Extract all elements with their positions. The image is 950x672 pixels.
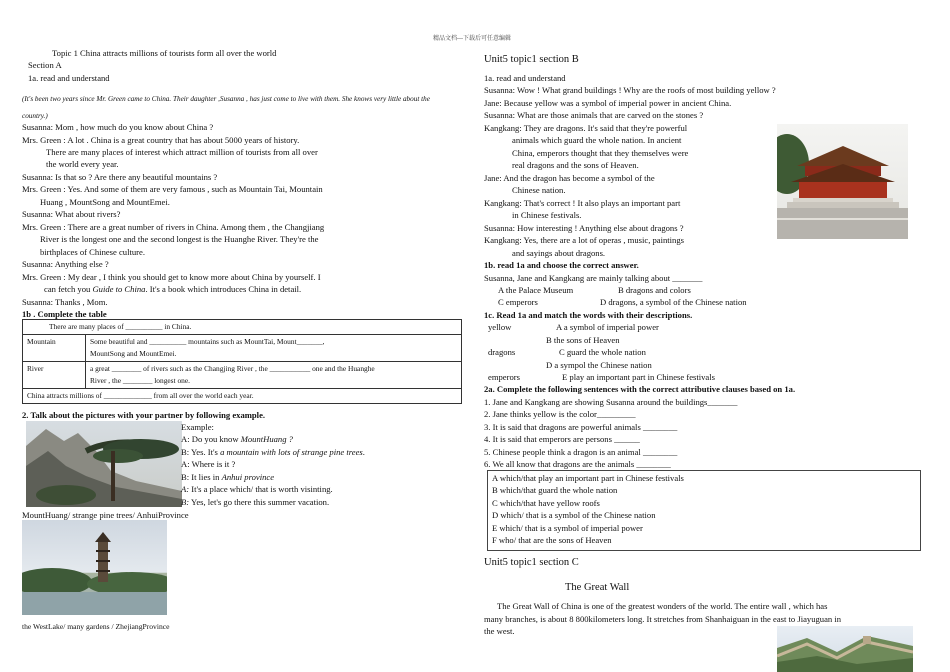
sentence: 6. We all know that dragons are the animals ________ (484, 459, 671, 469)
clause-option: A which/that play an important part in Chinese festivals (492, 473, 684, 483)
dialogue-line: Susanna: Wow ! What grand buildings ! Why are the roofs of most building yellow ? (484, 85, 776, 95)
palace-illustration (777, 124, 908, 239)
example-line (181, 446, 365, 458)
dialogue-line: Susanna: Is that so ? Are there any beautiful mountains ? (22, 172, 218, 182)
mount-huang-image (26, 421, 182, 507)
match-desc: A a symbol of imperial power (556, 322, 659, 332)
table-cell-line: a great ________ of rivers such as the Changjing River , the ___________ one and the Huanghe (90, 364, 375, 373)
table-cell-line: Some beautiful and __________ mountains such as MountTai, Mount_______, (90, 337, 325, 346)
paragraph-line: the west. (484, 626, 515, 636)
paragraph-line: many branches, is about 8 800kilometers long. It stretches from Shanhaiguan in the east to Jiayuguan in (484, 614, 842, 624)
caption-mount-huang: MountHuang/ strange pine trees/ AnhuiProvince (22, 510, 189, 520)
dialogue-line: Susanna: Thanks , Mom. (22, 297, 108, 307)
intro-note: (It's been two years since Mr. Green came to China. Their daughter ,Susanna , has just come to live with them. She knows very little about the country.) (22, 95, 430, 120)
unit-b-title: Unit5 topic1 section B (484, 54, 579, 65)
task-1a-label-b: 1a. read and understand (484, 73, 566, 83)
palace-image (777, 124, 908, 239)
example-italic: B: (181, 497, 190, 507)
paragraph-line: The Great Wall of China is one of the greatest wonders of the world. The entire wall , which has (497, 601, 828, 611)
sentence: 3. It is said that dragons are powerful animals ________ (484, 422, 678, 432)
match-desc: E play an important part in Chinese festivals (562, 372, 715, 382)
example-text: . (362, 447, 365, 457)
match-word: yellow (488, 322, 512, 332)
table-row (23, 389, 462, 404)
table-label-cell: River (23, 362, 86, 389)
example-line (181, 496, 329, 508)
option-a: A the Palace Museum (498, 285, 574, 295)
book-title: Guide to China (92, 284, 146, 294)
table-cell (86, 362, 462, 389)
match-word: dragons (488, 347, 516, 357)
dialogue-line: Susanna: How interesting ! Anything else about dragons ? (484, 223, 684, 233)
dialogue-line: animals which guard the whole nation. In ancient (512, 135, 682, 145)
example-line (181, 433, 293, 445)
option-d: D dragons, a symbol of the Chinese nation (600, 297, 747, 307)
dialogue-text: can fetch you (44, 284, 91, 294)
task-1b-label: 1b . Complete the table (22, 309, 107, 319)
complete-table (22, 319, 462, 404)
dialogue-line: Mrs. Green : My dear , I think you should get to know more about China by yourself. I (22, 272, 321, 282)
example-italic: Anhui province (221, 472, 275, 482)
match-desc: D a sympol the Chinese nation (546, 360, 652, 370)
header-note: 精品文档---下载后可任意编辑 (433, 36, 511, 42)
example-italic: a mountain with lots of strange pine trees (220, 447, 363, 457)
option-c: C emperors (498, 297, 538, 307)
dialogue-line: Huang , MountSong and MountEmei. (40, 197, 170, 207)
match-desc: B the sons of Heaven (546, 335, 620, 345)
dialogue-line: Kangkang: They are dragons. It's said that they're powerful (484, 123, 688, 133)
dialogue-line: Susanna: Mom , how much do you know about China ? (22, 122, 214, 132)
unit-c-title: Unit5 topic1 section C (484, 557, 579, 568)
dialogue-line: Kangkang: That's correct ! It also plays an important part (484, 198, 681, 208)
table-label-cell: Mountain (23, 335, 86, 362)
example-text: Yes, let's go there this summer vacation. (190, 497, 330, 507)
table-cell-line: MountSong and MountEmei. (90, 349, 177, 358)
example-line: Example: (181, 422, 214, 432)
example-text: It's a place which/ that is worth visinting. (191, 484, 333, 494)
table-row (23, 335, 462, 362)
table-footer-cell: China attracts millions of _____________ from all over the world each year. (23, 389, 462, 404)
west-lake-image (22, 520, 167, 615)
match-desc: C guard the whole nation (559, 347, 646, 357)
dialogue-line: Mrs. Green : Yes. And some of them are very famous , such as Mountain Tai, Mountain (22, 184, 323, 194)
table-header-cell: There are many places of __________ in China. (23, 320, 462, 335)
clause-option: C which/that have yellow roofs (492, 498, 600, 508)
example-line (181, 471, 274, 483)
dialogue-line: Susanna: What about rivers? (22, 209, 121, 219)
sentence: 2. Jane thinks yellow is the color_________ (484, 409, 636, 419)
dialogue-line: Kangkang: Yes, there are a lot of operas , music, paintings (484, 235, 684, 245)
dialogue-line: and sayings about dragons. (512, 248, 606, 258)
great-wall-illustration (777, 626, 913, 672)
dialogue-line: There are many places of interest which attract million of tourists from all over (46, 147, 318, 157)
example-text: B: Yes. It's (181, 447, 218, 457)
table-cell (86, 335, 462, 362)
dialogue-line: Susanna: What are those animals that are carved on the stones ? (484, 110, 704, 120)
great-wall-title: The Great Wall (565, 582, 630, 593)
dialogue-line: Chinese nation. (512, 185, 566, 195)
example-text: B: It lies in (181, 472, 220, 482)
example-line (181, 483, 333, 495)
dialogue-line: Jane: Because yellow was a symbol of imperial power in ancient China. (484, 98, 732, 108)
dialogue-line: River is the longest one and the second longest is the Huanghe River. They're the (40, 234, 319, 244)
clause-option: B which/that guard the whole nation (492, 485, 618, 495)
clause-option: F who/ that are the sons of Heaven (492, 535, 612, 545)
match-word: emperors (488, 372, 520, 382)
west-lake-illustration (22, 520, 167, 615)
clauses-box (487, 470, 921, 551)
clause-option: D which/ that is a symbol of the Chinese nation (492, 510, 656, 520)
table-cell-line: River , the ________ longest one. (90, 376, 190, 385)
table-row (23, 320, 462, 335)
table-row (23, 362, 462, 389)
task-1c-label: 1c. Read 1a and match the words with their descriptions. (484, 310, 693, 320)
dialogue-line: real dragons and the sons of Heaven. (512, 160, 639, 170)
section-label: Section A (28, 60, 62, 70)
task-1b-label-b: 1b. read 1a and choose the correct answer. (484, 260, 639, 270)
dialogue-line: Susanna: Anything else ? (22, 259, 109, 269)
mount-huang-illustration (26, 421, 182, 507)
dialogue-line: birthplaces of Chinese culture. (40, 247, 146, 257)
dialogue-line (44, 283, 301, 295)
dialogue-line: Mrs. Green : A lot . China is a great country that has about 5000 years of history. (22, 135, 300, 145)
example-line: A: Where is it ? (181, 459, 236, 469)
dialogue-text: . It's a book which introduces China in detail. (145, 284, 302, 294)
task-2-label: 2. Talk about the pictures with your partner by following example. (22, 410, 266, 420)
task-1a-label: 1a. read and understand (28, 73, 110, 83)
option-b: B dragons and colors (618, 285, 691, 295)
clause-option: E which/ that is a symbol of imperial power (492, 523, 643, 533)
dialogue-line: China, emperors thought that they themselves were (512, 148, 689, 158)
sentence: 4. It is said that emperors are persons ______ (484, 434, 640, 444)
dialogue-line: the world every year. (46, 159, 119, 169)
sentence: 1. Jane and Kangkang are showing Susanna around the buildings_______ (484, 397, 738, 407)
task-2a-label: 2a. Complete the following sentences with the correct attributive clauses based on 1a. (484, 384, 796, 394)
example-text: A: Do you know (181, 434, 239, 444)
dialogue-line: in Chinese festivals. (512, 210, 582, 220)
example-italic: A: (181, 484, 190, 494)
caption-west-lake: the WestLake/ many gardens / ZhejiangProvince (22, 622, 170, 631)
topic-title: Topic 1 China attracts millions of tourists form all over the world (52, 48, 277, 58)
sentence: 5. Chinese people think a dragon is an animal ________ (484, 447, 678, 457)
dialogue-line: Jane: And the dragon has become a symbol of the (484, 173, 655, 183)
dialogue-line: Mrs. Green : There are a great number of rivers in China. Among them , the Changjiang (22, 222, 325, 232)
example-italic: MountHuang ? (240, 434, 293, 444)
question-1b: Susanna, Jane and Kangkang are mainly talking about _______ (484, 273, 703, 283)
great-wall-image (777, 626, 913, 672)
